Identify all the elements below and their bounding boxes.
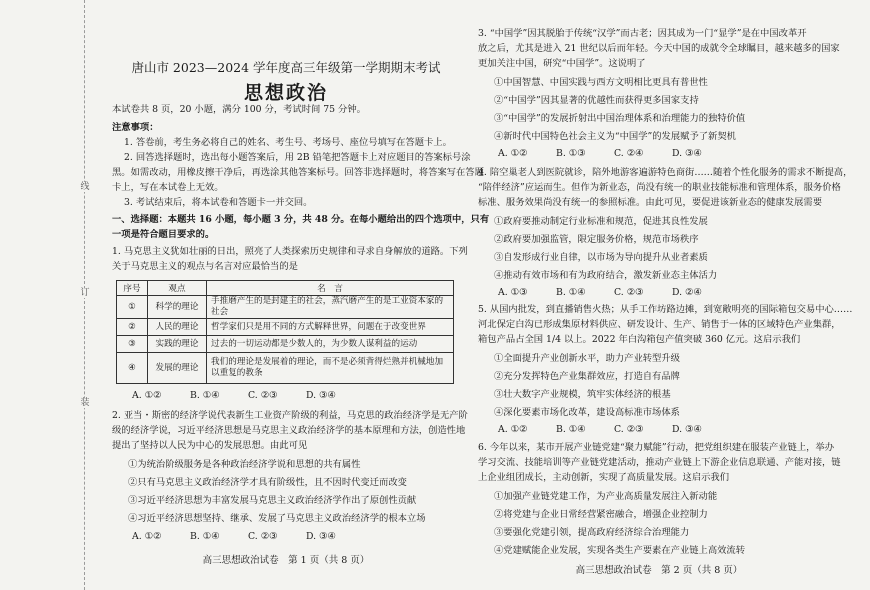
table-cell-quote: 手推磨产生的是封建主的社会，蒸汽磨产生的是工业资本家的社会 bbox=[207, 296, 454, 319]
table-row bbox=[117, 319, 454, 336]
choice-b: B. ①④ bbox=[190, 531, 220, 542]
table-header: 序号 bbox=[117, 281, 148, 296]
question-2-stem: 级的经济学说，习近平经济思想是马克思主义政治经济学的基本原理和方法，创造性地 bbox=[112, 425, 466, 436]
table-header-row bbox=[117, 281, 454, 296]
choice-a: A. ①② bbox=[132, 390, 162, 401]
question-5-option: ④深化要素市场化改革，建设高标准市场体系 bbox=[494, 407, 680, 418]
page-footer: 高三思想政治试卷 第 2 页（共 8 页） bbox=[575, 565, 743, 576]
notice-line: 2. 回答选择题时，选出每小题答案后，用 2B 铅笔把答题卡上对应题目的答案标号涂 bbox=[124, 152, 471, 163]
question-2-stem: 2. 亚当・斯密的经济学说代表新生工业资产阶级的利益，马克思的政治经济学是无产阶 bbox=[112, 410, 468, 421]
table-cell-quote: 哲学家们只是用不同的方式解释世界，问题在于改变世界 bbox=[207, 319, 454, 336]
choice-c: C. ②③ bbox=[614, 424, 644, 435]
notice-line: 卡上，写在本试卷上无效。 bbox=[112, 182, 224, 193]
question-5-option: ①全面提升产业创新水平，助力产业转型升级 bbox=[494, 353, 680, 364]
question-2-option: ①为统治阶级服务是各种政治经济学说和思想的共有属性 bbox=[128, 459, 361, 470]
question-4-option: ①政府要推动制定行业标准和规范，促进其良性发展 bbox=[494, 216, 708, 227]
question-3-stem: 3. “中国学”因其脱胎于传统“汉学”而古老；因其成为一门“显学”是在中国改革开 bbox=[478, 28, 807, 39]
question-6-option: ③要强化党建引领，提高政府经济综合治理能力 bbox=[494, 527, 690, 538]
exam-title: 唐山市 2023—2024 学年度高三年级第一学期期末考试 bbox=[131, 60, 441, 75]
question-5-choices bbox=[498, 424, 730, 435]
choice-a: A. ①③ bbox=[498, 287, 528, 298]
table-row bbox=[117, 336, 454, 353]
table-cell-view: 实践的理论 bbox=[148, 336, 207, 353]
choice-a: A. ①② bbox=[498, 148, 528, 159]
choice-d: D. ③④ bbox=[306, 390, 336, 401]
question-1-choices bbox=[132, 390, 364, 401]
table-cell-view: 科学的理论 bbox=[148, 296, 207, 319]
table-header: 观点 bbox=[148, 281, 207, 296]
question-6-stem: 上企业组团成长，主动创新，实现了高质量发展。这启示我们 bbox=[478, 472, 730, 483]
question-5-option: ②充分发挥特色产业集群效应，打造自有品牌 bbox=[494, 371, 680, 382]
choice-d: D. ③④ bbox=[306, 531, 336, 542]
question-4-option: ②政府要加强监管，限定服务价格，规范市场秩序 bbox=[494, 234, 699, 245]
question-2-option: ②只有马克思主义政治经济学才具有阶级性，且不因时代变迁而改变 bbox=[128, 477, 407, 488]
margin-mark-bind: 订 bbox=[80, 288, 90, 298]
table-cell-quote: 过去的一切运动都是少数人的，为少数人谋利益的运动 bbox=[207, 336, 454, 353]
intro-text: 本试卷共 8 页，20 小题，满分 100 分，考试时间 75 分钟。 bbox=[112, 104, 366, 115]
page-footer: 高三思想政治试卷 第 1 页（共 8 页） bbox=[202, 555, 370, 566]
question-3-stem: 更加关注中国，研究“中国学”。这说明了 bbox=[478, 58, 646, 69]
page-1 bbox=[112, 0, 490, 590]
question-4-stem: “陪伴经济”应运而生。但作为新业态，尚没有统一的职业技能标准和管理体系，服务价格 bbox=[478, 182, 841, 193]
margin-mark-install: 装 bbox=[80, 398, 90, 408]
question-1-table bbox=[116, 280, 454, 384]
question-4-stem: 4. 陪空巢老人到医院就诊，陪外地游客遍游特色商街……随着个性化服务的需求不断提高， bbox=[478, 167, 853, 178]
table-cell-no: ④ bbox=[117, 353, 148, 384]
question-6-option: ②将党建与企业日常经营紧密融合，增强企业控制力 bbox=[494, 509, 708, 520]
question-3-stem: 放之后，尤其是进入 21 世纪以后而年轻。今天中国的成就令全球瞩目，越来越多的国家 bbox=[478, 43, 840, 54]
question-3-option: ①中国智慧、中国实践与西方文明相比更具有普世性 bbox=[494, 77, 708, 88]
table-row bbox=[117, 353, 454, 384]
notice-line: 1. 答卷前，考生务必将自己的姓名、考生号、考场号、座位号填写在答题卡上。 bbox=[124, 137, 452, 148]
question-6-option: ①加强产业链党建工作，为产业高质量发展注入新动能 bbox=[494, 491, 718, 502]
question-2-choices bbox=[132, 531, 364, 542]
table-cell-no: ③ bbox=[117, 336, 148, 353]
question-3-option: ②“中国学”因其显著的优越性而获得更多国家支持 bbox=[494, 95, 699, 106]
table-header: 名 言 bbox=[207, 281, 454, 296]
question-4-option: ④推动有效市场和有为政府结合，激发新业态主体活力 bbox=[494, 270, 718, 281]
question-2-stem: 提出了坚持以人民为中心的发展思想。由此可见 bbox=[112, 440, 308, 451]
choice-a: A. ①② bbox=[498, 424, 528, 435]
table-cell-view: 发展的理论 bbox=[148, 353, 207, 384]
notice-heading: 注意事项： bbox=[112, 122, 159, 133]
table-cell-quote: 我们的理论是发展着的理论，而不是必须背得烂熟并机械地加以重复的教条 bbox=[207, 353, 454, 384]
question-6-stem: 6. 今年以来，某市开展产业链党建“聚力赋能”行动，把党组织建在服装产业链上，举办 bbox=[478, 442, 835, 453]
choice-d: D. ③④ bbox=[672, 148, 702, 159]
choice-c: C. ②③ bbox=[248, 390, 278, 401]
question-2-option: ④习近平经济思想坚持、继承、发展了马克思主义政治经济学的根本立场 bbox=[128, 513, 426, 524]
question-5-stem: 5. 从国内批发，到直播销售火热；从手工作坊路边摊，到宽敞明亮的国际箱包交易中心…… bbox=[478, 304, 853, 315]
choice-c: C. ②③ bbox=[248, 531, 278, 542]
question-5-option: ③壮大数字产业规模，筑牢实体经济的根基 bbox=[494, 389, 671, 400]
section-heading: 一项是符合题目要求的。 bbox=[112, 229, 215, 240]
choice-b: B. ①③ bbox=[556, 148, 586, 159]
notice-line: 3. 考试结束后，将本试卷和答题卡一并交回。 bbox=[124, 197, 313, 208]
choice-b: B. ①④ bbox=[556, 424, 586, 435]
table-cell-no: ② bbox=[117, 319, 148, 336]
question-1-stem: 1. 马克思主义犹如壮丽的日出，照亮了人类探索历史规律和寻求自身解放的道路。下列 bbox=[112, 246, 468, 257]
choice-b: B. ①④ bbox=[556, 287, 586, 298]
choice-c: C. ②④ bbox=[614, 148, 644, 159]
table-cell-view: 人民的理论 bbox=[148, 319, 207, 336]
table-row bbox=[117, 296, 454, 319]
question-4-choices bbox=[498, 287, 730, 298]
question-3-option: ④新时代中国特色社会主义为“中国学”的发展赋予了新契机 bbox=[494, 131, 736, 142]
question-5-stem: 箱包产品占全国 1/4 以上。2022 年白沟箱包产值突破 360 亿元。这启示我们 bbox=[478, 334, 801, 345]
choice-d: D. ②④ bbox=[672, 287, 702, 298]
question-4-stem: 标准、服务效果尚没有统一的参照标准。由此可见，要促进该新业态的健康发展需要 bbox=[478, 197, 822, 208]
subject-title: 思想政治 bbox=[243, 82, 328, 104]
question-5-stem: 河北保定白沟已形成集原材料供应、研发设计、生产、销售于一体的区域特色产业集群， bbox=[478, 319, 841, 330]
question-3-option: ③“中国学”的发展折射出中国治理体系和治理能力的独特价值 bbox=[494, 113, 746, 124]
question-6-option: ④党建赋能企业发展，实现各类生产要素在产业链上高效流转 bbox=[494, 545, 746, 556]
question-6-stem: 学习交流、技能培训等产业链党建活动，推动产业链上下游企业信息联通、产能对接，链 bbox=[478, 457, 841, 468]
notice-line: 黑。如需改动，用橡皮擦干净后，再选涂其他答案标号。回答非选择题时，将答案写在答题 bbox=[112, 167, 484, 178]
question-2-option: ③习近平经济思想为丰富发展马克思主义政治经济学作出了原创性贡献 bbox=[128, 495, 417, 506]
page-2 bbox=[478, 0, 853, 590]
margin-mark-line: 线 bbox=[80, 182, 90, 192]
question-3-choices bbox=[498, 148, 730, 159]
choice-a: A. ①② bbox=[132, 531, 162, 542]
choice-d: D. ③④ bbox=[672, 424, 702, 435]
table-cell-no: ① bbox=[117, 296, 148, 319]
question-1-stem: 关于马克思主义的观点与名言对应最恰当的是 bbox=[112, 261, 298, 272]
choice-c: C. ②③ bbox=[614, 287, 644, 298]
choice-b: B. ①④ bbox=[190, 390, 220, 401]
question-4-option: ③自发形成行业自律，以市场为导向提升从业者素质 bbox=[494, 252, 708, 263]
section-heading: 一、选择题：本题共 16 小题，每小题 3 分，共 48 分。在每小题给出的四个选项中，只有 bbox=[112, 214, 490, 225]
